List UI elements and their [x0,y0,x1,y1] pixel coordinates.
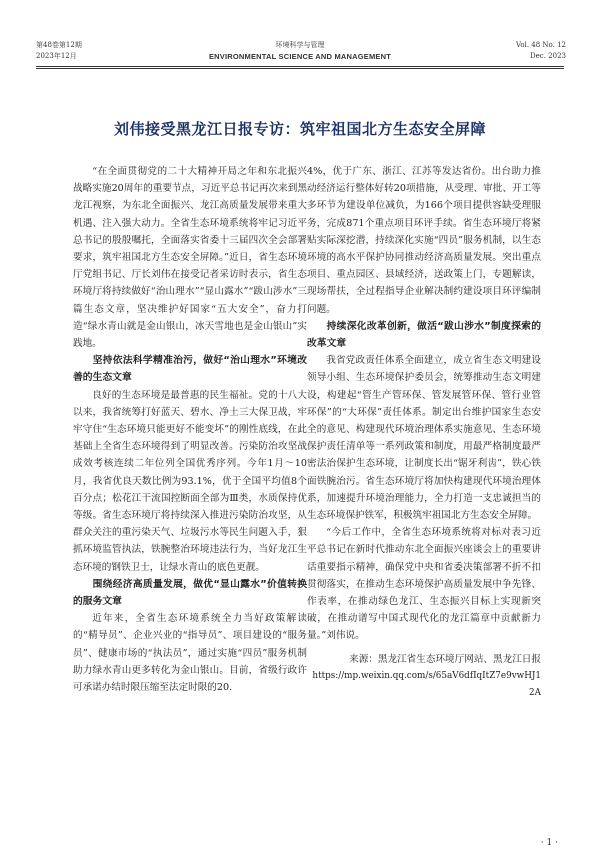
source-line: 来源：黑龙江省生态环境厅网站、黑龙江日报 [349,653,541,665]
date-cn: 2023年12月 [36,52,77,60]
header-rule-bottom [36,68,564,69]
journal-name-cn: 环境科学与管理 [275,41,325,49]
left-column [73,163,307,696]
paragraph-section-2-cont: 4%，优于广东、浙江、江苏等发达省份。出台助力推动经济运行整体好转20项措施，从受理、审批、开工等多环节为建设单位减负，为166个项目提供容缺受理服务，完成871个重点项目环评手续。省生态环境厅将紧贴实际深挖潜，持续深化实施“四员”服务机制，以生态环境的高水平保护协同推动经济高质量发展。突出重点项目、重点园区、县域经济，送政策上门，专题解读，现场帮扶，全过程指导企业解决制约建设项目环评编制问题。 [307,166,541,315]
paragraph-intro: “在全面贯彻党的二十大精神开局之年和东北振兴战略实施20周年的重要节点，习近平总书记再次来到黑龙江视察，为东北全面振兴、龙江高质量发展带来重大机遇、注入强大动力。全省生态环境系统将牢记习近平总书记的殷殷嘱托，全面落实省委十三届四次全会部署要求，筑牢祖国北方生态安全屏障。”近日，省生态环境厅党组书记、厅长刘伟在接受记者采访时表示，省生态环境厅将持续做好“治山理水”“显山露水”“跋山涉水”三篇生态文章，坚决维护好国家“五大安全”，奋力打造“绿水青山就是金山银山，冰天雪地也是金山银山”实践地。 [73,166,307,350]
date-en: Dec. 2023 [530,52,566,60]
paragraph-section-1: 良好的生态环境是最普惠的民生福祉。党的十八大以来，我省统筹打好蓝天、碧水、净土三大保卫战，牢牢守住“生态环境只能更好不能变坏”的刚性底线，在此基础上全省生态环境得到了明显改善。污染防治攻坚战成效考核连续二年位列全国优秀序列。今年1月～10月，我省优良天数比例为93.1%，优于全国平均值8个百分点；松花江干流国控断面全部为Ⅲ类，水质保持优等级。省生态环境厅将持续深入推进污染防治攻坚，从群众关注的重污染天气、垃圾污水等民生问题入手，狠抓环境监管执法，铁腕整治环境违法行为，当好龙江生态环境的钢铁卫士，让绿水青山的底色更靓。 [73,389,307,573]
page-number: · 1 · [540,838,558,848]
section-heading-2: 围绕经济高质量发展，做优“显山露水”价值转换的服务文章 [73,578,307,608]
header-right [516,40,566,62]
paragraph-closing-quote: “今后工作中，全省生态环境系统将对标对表习近平总书记在新时代推动东北全面振兴座谈会上的重要讲话重要指示精神，确保党中央和省委决策部署不折不扣贯彻落实，在推动生态环境保护高质量发展中争先锋、作表率，在推动绿色龙江、生态振兴目标上实现新突破，在推动谱写中国式现代化的龙江篇章中贡献新力量。”刘伟说。 [307,527,541,642]
article-title: 刘伟接受黑龙江日报专访：筑牢祖国北方生态安全屏障 [113,120,486,138]
journal-name-en: ENVIRONMENTAL SCIENCE AND MANAGEMENT [208,52,392,61]
volume-issue-cn: 第48卷第12期 [36,41,82,49]
paragraph-section-3: 我省党政责任体系全面建立，成立省生态文明建设领导小组、生态环境保护委员会，统筹推动生态文明建设，构建起“管生产管环保、管发展管环保、管行业管环保”的“大环保”责任体系。制定出台维护国家生态安全的意见、构建现代环境治理体系实施意见、生态环境保护责任清单等一系列政策和制度，用最严格制度最严密法治保护生态环境，让制度长出“锯牙利齿”，铁心铁面铁腕治污。省生态环境厅将加快构建现代环境治理体系，加速提升环境治理能力，全力打造一支忠诚担当的生态环境保护铁军，积极筑牢祖国北方生态安全屏障。 [307,355,541,522]
right-column [307,163,541,702]
section-heading-3: 持续深化改革创新，做活“跋山涉水”制度探索的改革文章 [307,320,541,350]
section-heading-1: 坚持依法科学精准治污，做好“治山理水”环境改善的生态文章 [73,355,307,384]
paragraph-section-2: 近年来，全省生态环境系统全力当好政策解读的“精导员”、企业兴业的“指导员”、项目建设的“服务员”、健康市场的“执法员”，通过实施“四员”服务机制助力绿水青山更多转化为金山银山。目前，省级行政许可承诺办结时限压缩至法定时限的20. [73,613,307,694]
source-url[interactable]: https://mp.weixin.qq.com/s/65aV6dfIqItZ7e9vwHJ12A [312,670,541,699]
volume-issue-en: Vol. 48 No. 12 [515,41,566,49]
header-center [0,40,600,62]
header-rule-top [36,66,564,67]
